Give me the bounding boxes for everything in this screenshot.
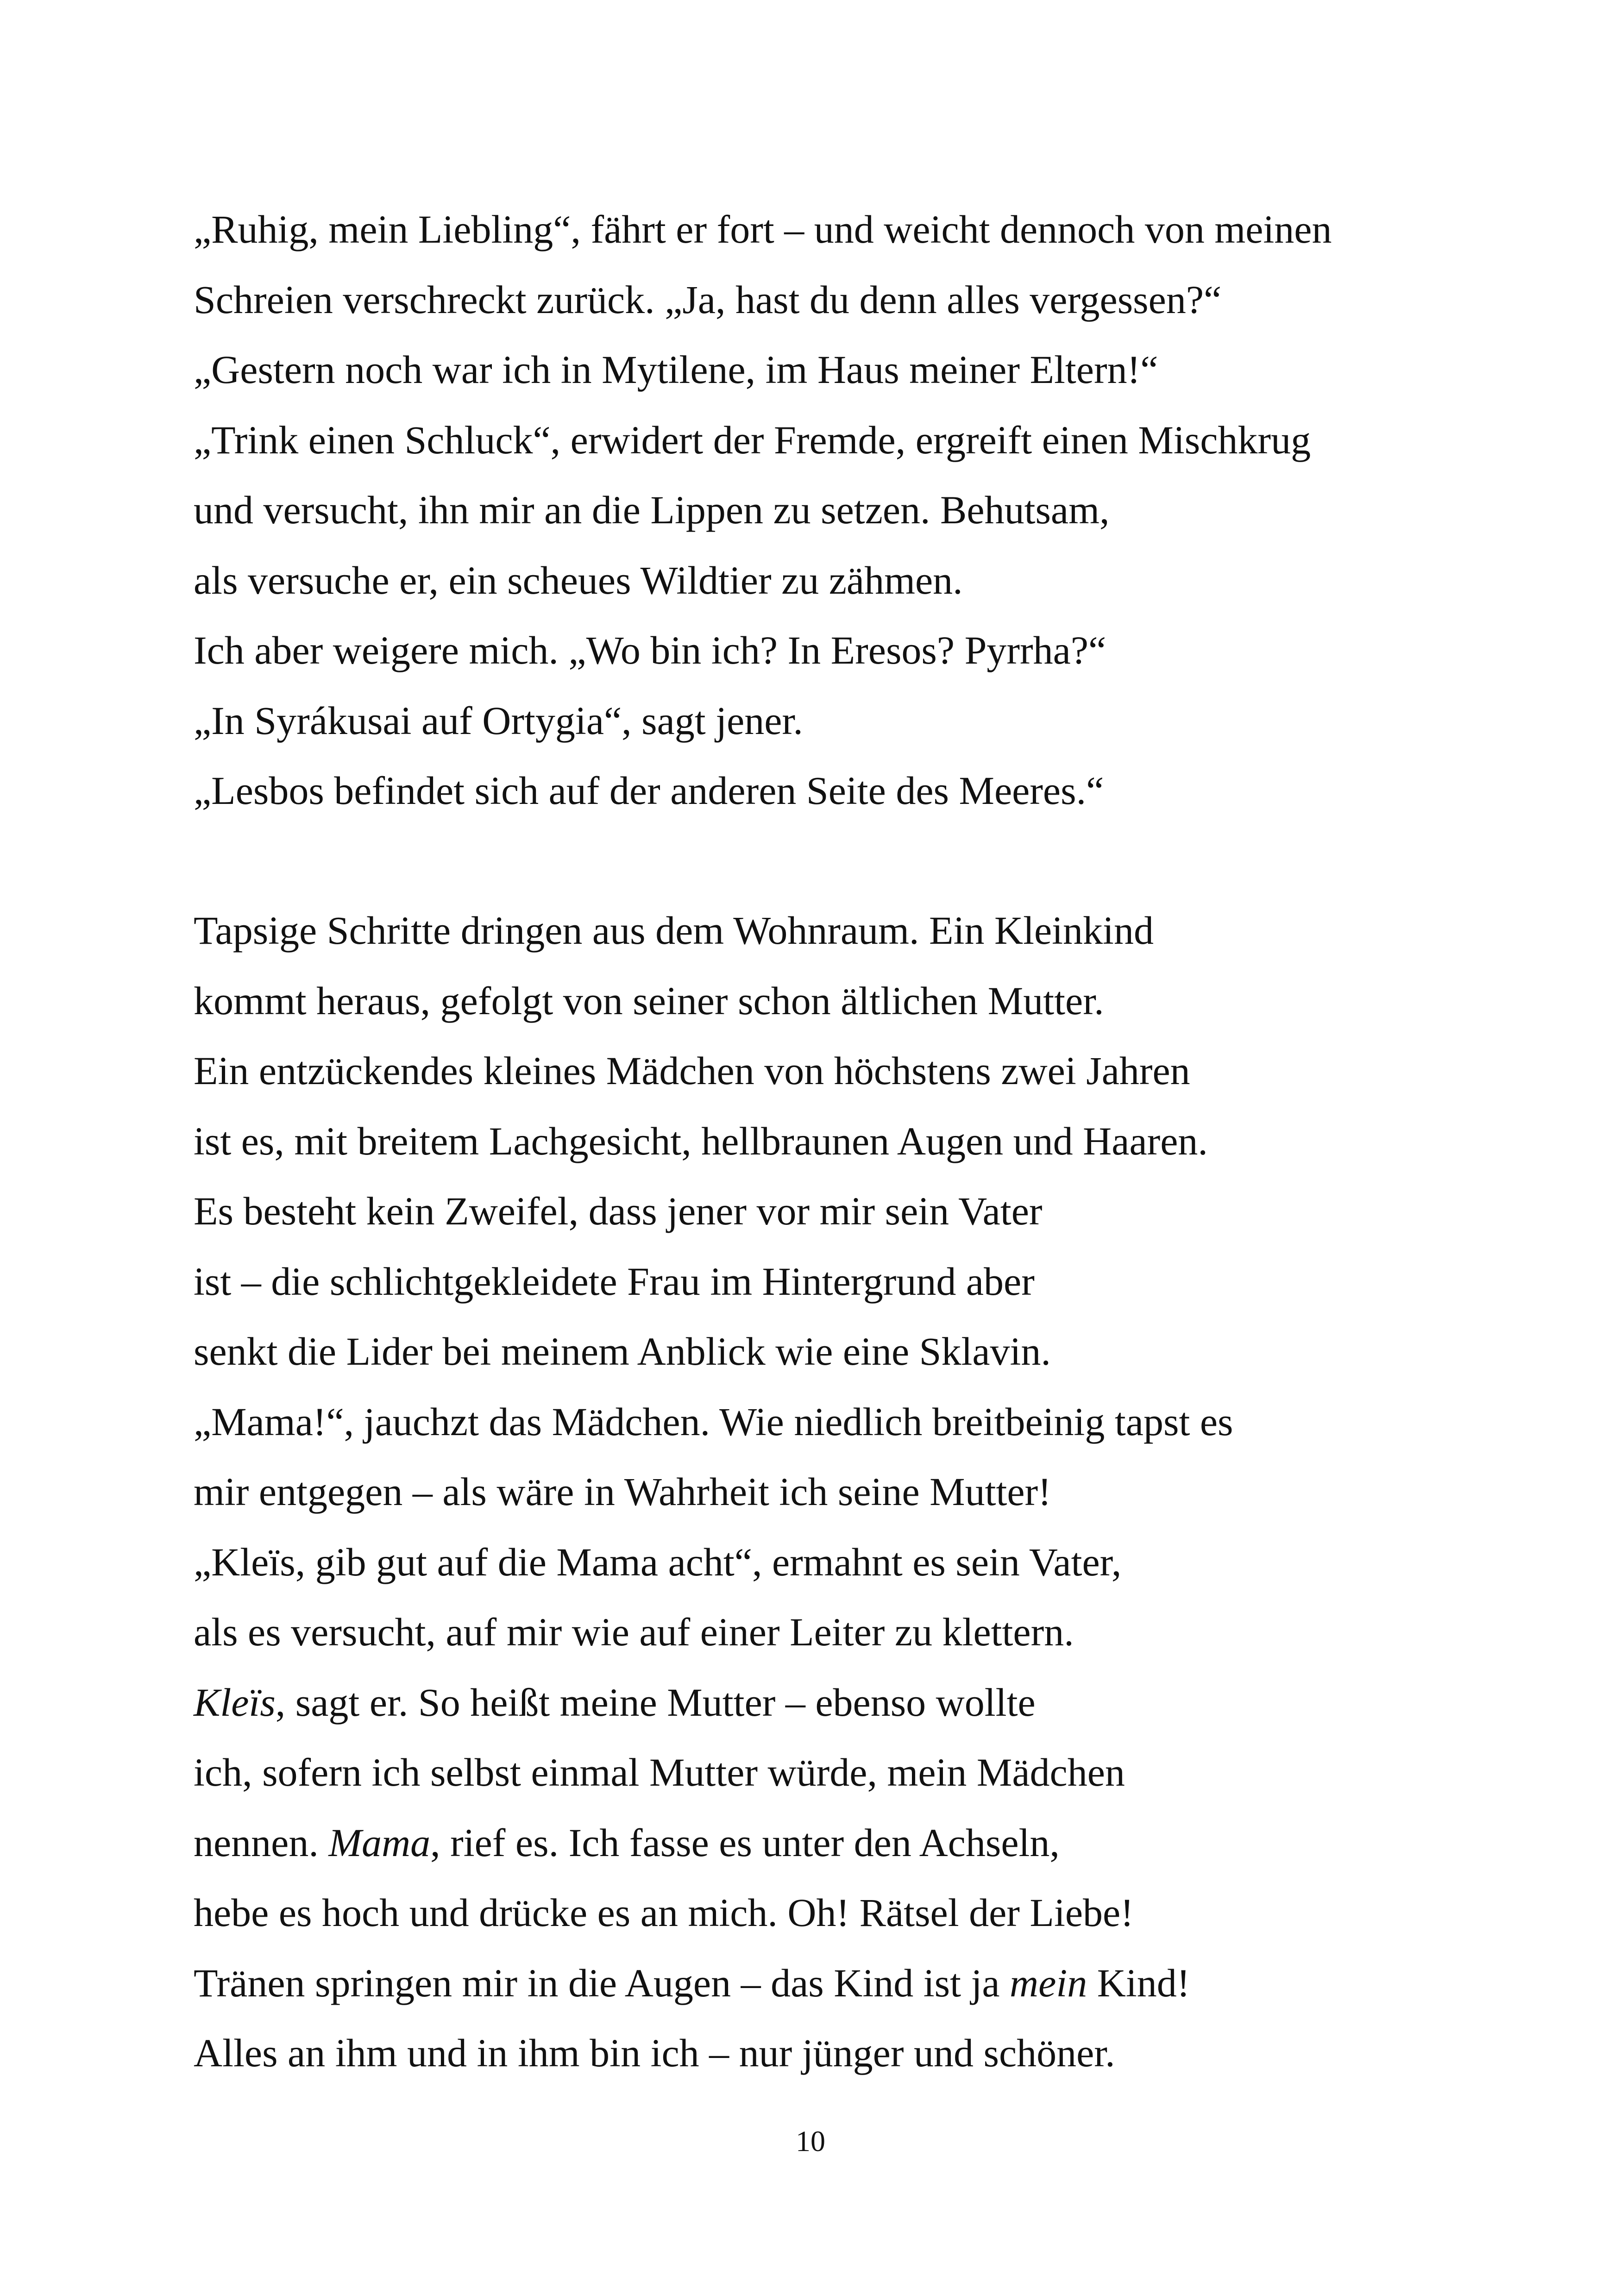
paragraph-1 <box>194 194 1444 826</box>
page-number: 10 <box>796 2125 825 2158</box>
text-line: Ich aber weigere mich. „Wo bin ich? In Eresos? Pyrrha?“ <box>194 628 1106 672</box>
text-segment: nennen. <box>194 1820 329 1865</box>
text-segment: Kind! <box>1087 1960 1190 2005</box>
text-line <box>194 1668 1444 1738</box>
paragraph-2 <box>194 896 1444 2089</box>
text-line: ist es, mit breitem Lachgesicht, hellbraunen Augen und Haaren. <box>194 1118 1208 1163</box>
text-line: „In Syrákusai auf Ortygia“, sagt jener. <box>194 698 803 743</box>
text-line: „Mama!“, jauchzt das Mädchen. Wie niedlich breitbeinig tapst es <box>194 1399 1233 1444</box>
text-segment: , sagt er. So heißt meine Mutter – ebenso wollte <box>275 1680 1036 1725</box>
text-line: „Lesbos befindet sich auf der anderen Seite des Meeres.“ <box>194 768 1104 813</box>
text-line: „Gestern noch war ich in Mytilene, im Haus meiner Eltern!“ <box>194 347 1158 392</box>
text-line <box>194 1948 1444 2019</box>
italic-name: Kleïs <box>194 1680 276 1725</box>
text-line: ich, sofern ich selbst einmal Mutter würde, mein Mädchen <box>194 1750 1125 1794</box>
text-line: Tapsige Schritte dringen aus dem Wohnraum. Ein Kleinkind <box>194 908 1154 953</box>
text-segment: Tränen springen mir in die Augen – das Kind ist ja <box>194 1960 1010 2005</box>
text-line: kommt heraus, gefolgt von seiner schon ältlichen Mutter. <box>194 978 1104 1023</box>
text-line: senkt die Lider bei meinem Anblick wie eine Sklavin. <box>194 1329 1051 1374</box>
text-line: Es besteht kein Zweifel, dass jener vor mir sein Vater <box>194 1189 1043 1233</box>
text-line: Alles an ihm und in ihm bin ich – nur jünger und schöner. <box>194 2031 1115 2075</box>
text-line: ist – die schlichtgekleidete Frau im Hintergrund aber <box>194 1259 1035 1304</box>
italic-word: Mama <box>328 1820 431 1865</box>
text-line: „Ruhig, mein Liebling“, fährt er fort – und weicht dennoch von meinen <box>194 207 1332 251</box>
text-line: Ein entzückendes kleines Mädchen von höchstens zwei Jahren <box>194 1048 1190 1093</box>
text-line: und versucht, ihn mir an die Lippen zu setzen. Behutsam, <box>194 488 1110 532</box>
italic-word: mein <box>1010 1960 1087 2005</box>
text-line: als es versucht, auf mir wie auf einer Leiter zu klettern. <box>194 1610 1074 1654</box>
text-line <box>194 1808 1444 1878</box>
text-line: „Trink einen Schluck“, erwidert der Fremde, ergreift einen Mischkrug <box>194 417 1311 462</box>
text-line: „Kleïs, gib gut auf die Mama acht“, ermahnt es sein Vater, <box>194 1539 1122 1584</box>
text-line: Schreien verschreckt zurück. „Ja, hast du denn alles vergessen?“ <box>194 277 1222 322</box>
text-segment: , rief es. Ich fasse es unter den Achseln, <box>430 1820 1060 1865</box>
text-line: mir entgegen – als wäre in Wahrheit ich seine Mutter! <box>194 1469 1051 1514</box>
text-line: hebe es hoch und drücke es an mich. Oh! Rätsel der Liebe! <box>194 1890 1134 1935</box>
text-line: als versuche er, ein scheues Wildtier zu zähmen. <box>194 558 963 602</box>
